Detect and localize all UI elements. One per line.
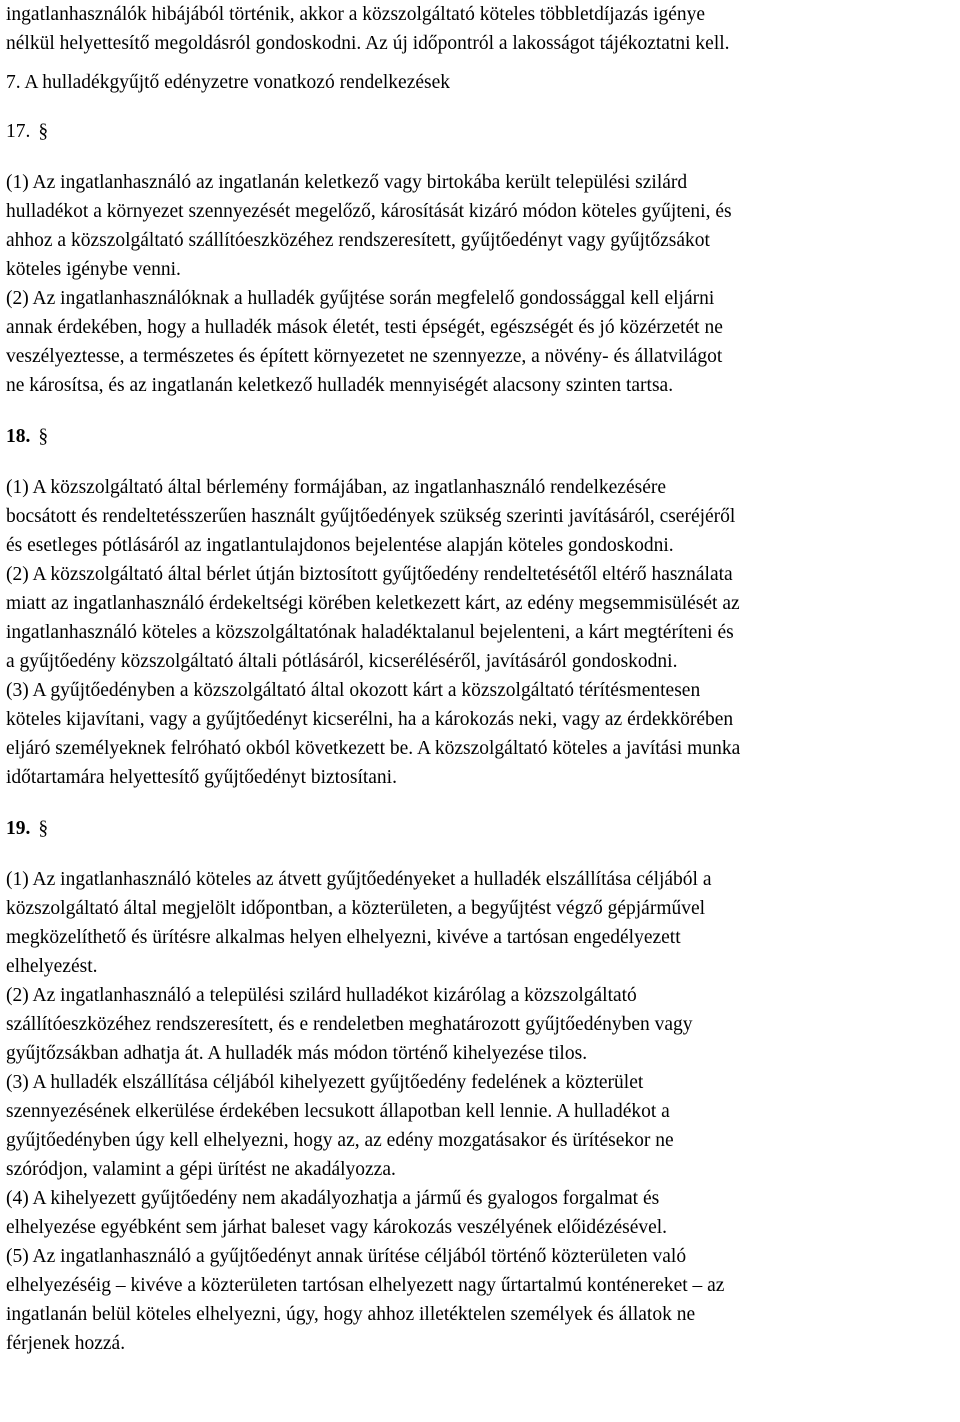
section-18-paragraph-3 [6,676,956,792]
text-line: (4) A kihelyezett gyűjtőedény nem akadályozhatja a jármű és gyalogos forgalmat és [6,1188,660,1209]
text-line: elhelyezéséig – kivéve a közterületen tartósan elhelyezett nagy űrtartalmú konténereket – az [6,1275,725,1296]
text-line: ahhoz a közszolgáltató szállítóeszközéhez rendszeresített, gyűjtőedényt vagy gyűjtőzsákot [6,230,710,251]
section-number: 19. [6,818,31,839]
text-line: ingatlanhasználó köteles a közszolgáltatónak haladéktalanul bejelenteni, a kárt megtéríteni és [6,622,734,643]
text-line: közszolgáltató által megjelölt időpontban, a közterületen, a begyűjtést végző gépjárművel [6,898,706,919]
text-line: megközelíthető és ürítésre alkalmas helyen elhelyezni, kivéve a tartósan engedélyezett [6,927,681,948]
section-19-paragraph-1 [6,865,956,981]
section-sign: § [38,121,49,142]
text-line: hulladékot a környezet szennyezését megelőző, károsítását kizáró módon köteles gyűjteni, és [6,201,732,222]
document-page [6,0,956,1358]
text-line: (2) Az ingatlanhasználó a települési szilárd hulladékot kizárólag a közszolgáltató [6,985,637,1006]
section-number: 18. [6,426,31,447]
text-line: (3) A hulladék elszállítása céljából kihelyezett gyűjtőedény fedelének a közterület [6,1072,644,1093]
text-line: (5) Az ingatlanhasználó a gyűjtőedényt annak ürítése céljából történő közterületen való [6,1246,687,1267]
section-heading-18 [6,422,956,451]
text-line: ne károsítsa, és az ingatlanán keletkező hulladék mennyiségét alacsony szinten tartsa. [6,375,674,396]
section-18-paragraph-2 [6,560,956,676]
text-line: szennyezésének elkerülése érdekében lecsukott állapotban kell lennie. A hulladékot a [6,1101,670,1122]
text-line: (3) A gyűjtőedényben a közszolgáltató által okozott kárt a közszolgáltató térítésmentesen [6,680,701,701]
text-line: (1) Az ingatlanhasználó köteles az átvett gyűjtőedényeket a hulladék elszállítása céljából a [6,869,712,890]
section-sign: § [38,818,49,839]
section-17-paragraph-2 [6,284,956,400]
text-line: miatt az ingatlanhasználó érdekeltségi körében keletkezett kárt, az edény megsemmisülését az [6,593,740,614]
text-line: annak érdekében, hogy a hulladék mások életét, testi épségét, egészségét és jó közérzetét ne [6,317,723,338]
section-19-paragraph-4 [6,1184,956,1242]
text-line: elhelyezést. [6,956,98,977]
section-19-paragraph-2 [6,981,956,1068]
text-line: veszélyeztesse, a természetes és épített környezetet ne szennyezze, a növény- és állatvilágot [6,346,723,367]
section-heading-17 [6,117,956,146]
text-line: szóródjon, valamint a gépi ürítést ne akadályozza. [6,1159,396,1180]
section-18-paragraph-1 [6,473,956,560]
section-19-paragraph-3 [6,1068,956,1184]
text-line: nélkül helyettesítő megoldásról gondoskodni. Az új időpontról a lakosságot tájékoztatni kell. [6,33,730,54]
chapter-title: 7. A hulladékgyűjtő edényzetre vonatkozó rendelkezések [6,72,451,93]
text-line: és esetleges pótlásáról az ingatlantulajdonos bejelentése alapján köteles gondoskodni. [6,535,674,556]
text-line: köteles igénybe venni. [6,259,181,280]
text-line: (1) A közszolgáltató által bérlemény formájában, az ingatlanhasználó rendelkezésére [6,477,666,498]
text-line: (2) A közszolgáltató által bérlet útján biztosított gyűjtőedény rendeltetésétől eltérő használata [6,564,733,585]
section-sign: § [38,426,49,447]
text-line: bocsátott és rendeltetésszerűen használt gyűjtőedények szükség szerinti javításáról, cseréjéről [6,506,736,527]
text-line: eljáró személyeknek felróható okból következett be. A közszolgáltató köteles a javítási munka [6,738,741,759]
section-number: 17. [6,121,31,142]
intro-paragraph [6,0,956,58]
text-line: elhelyezése egyébként sem járhat baleset vagy károkozás veszélyének előidézésével. [6,1217,668,1238]
text-line: szállítóeszközéhez rendszeresített, és e rendeletben meghatározott gyűjtőedényben vagy [6,1014,693,1035]
text-line: időtartamára helyettesítő gyűjtőedényt biztosítani. [6,767,397,788]
text-line: a gyűjtőedény közszolgáltató általi pótlásáról, kicseréléséről, javításáról gondoskodni. [6,651,678,672]
text-line: (1) Az ingatlanhasználó az ingatlanán keletkező vagy birtokába került települési szilárd [6,172,688,193]
text-line: ingatlanhasználók hibájából történik, akkor a közszolgáltató köteles többletdíjazás igénye [6,4,706,25]
section-heading-19 [6,814,956,843]
text-line: gyűjtőzsákban adhatja át. A hulladék más módon történő kihelyezése tilos. [6,1043,588,1064]
text-line: köteles kijavítani, vagy a gyűjtőedényt kicserélni, ha a károkozás neki, vagy az érdekkörében [6,709,734,730]
text-line: gyűjtőedényben úgy kell elhelyezni, hogy az, az edény mozgatásakor és ürítésekor ne [6,1130,674,1151]
text-line: ingatlanán belül köteles elhelyezni, úgy, hogy ahhoz illetéktelen személyek és állatok ne [6,1304,696,1325]
section-17-paragraph-1 [6,168,956,284]
section-19-paragraph-5 [6,1242,956,1358]
text-line: férjenek hozzá. [6,1333,126,1354]
text-line: (2) Az ingatlanhasználóknak a hulladék gyűjtése során megfelelő gondossággal kell eljárni [6,288,715,309]
